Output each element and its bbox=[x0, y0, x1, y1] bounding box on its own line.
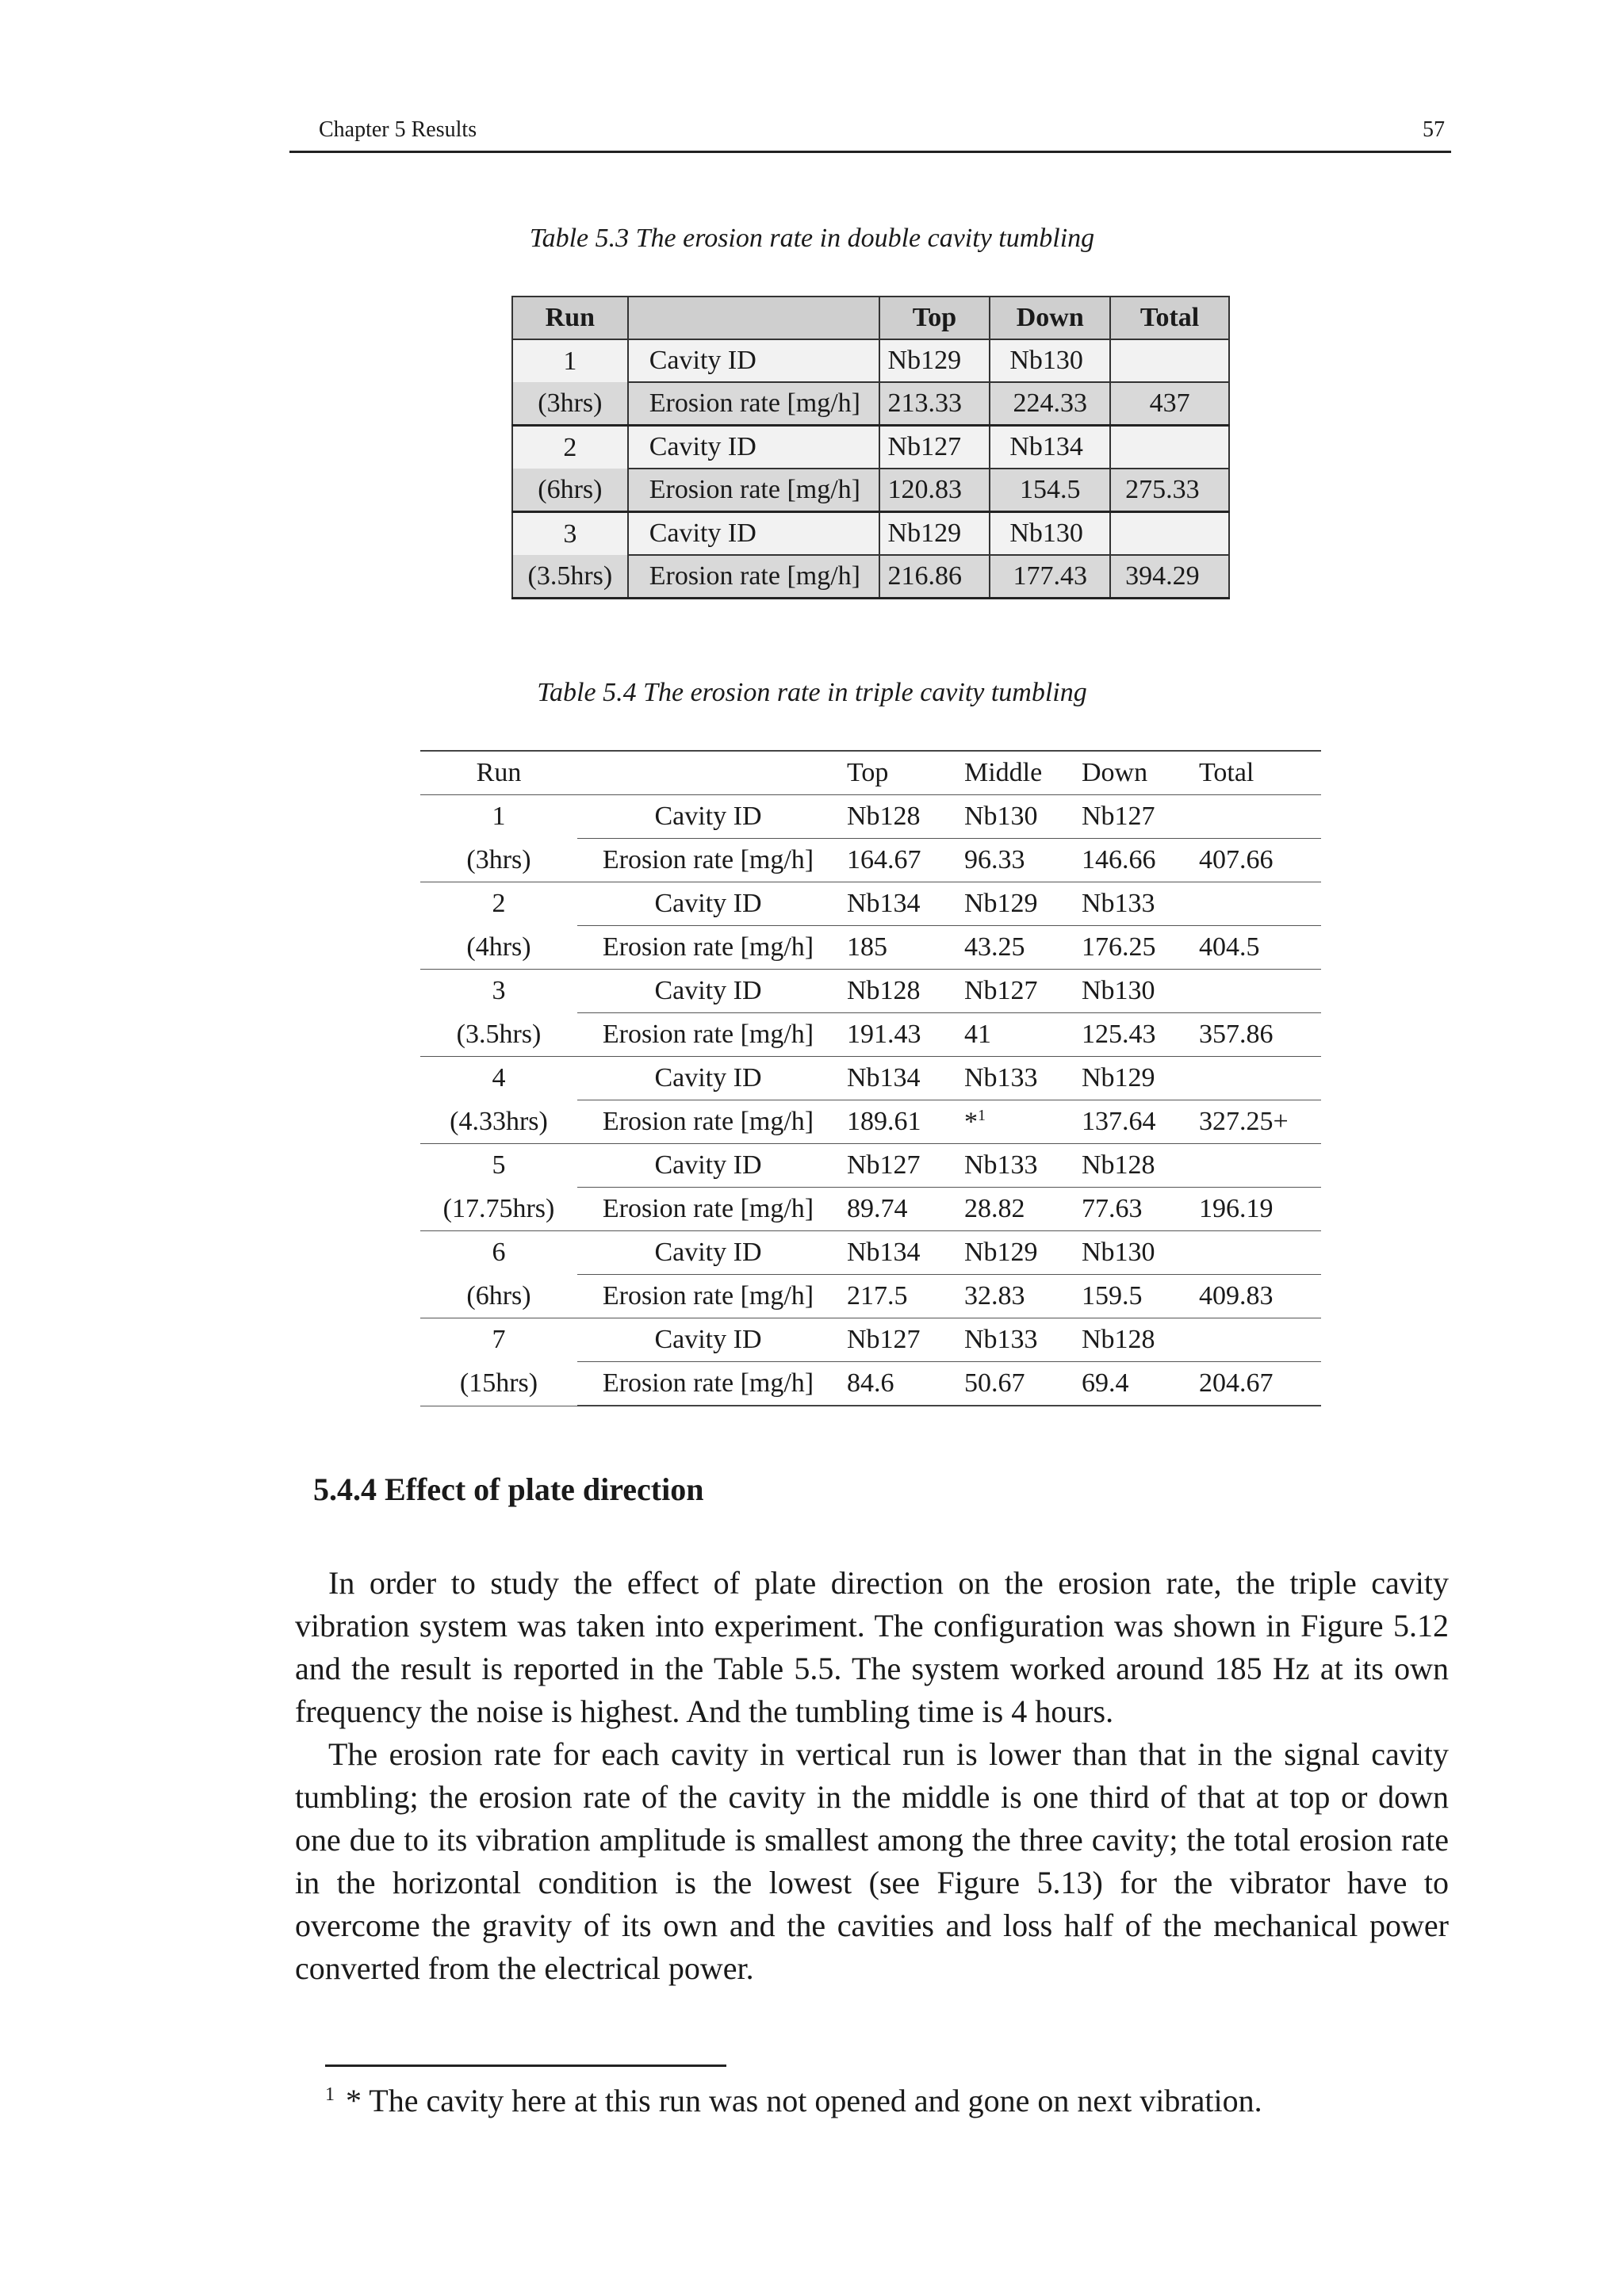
cell: Nb133 bbox=[956, 1144, 1074, 1188]
cell: 204.67 bbox=[1191, 1362, 1321, 1406]
cell: 32.83 bbox=[956, 1275, 1074, 1318]
header-cell: Total bbox=[1110, 297, 1229, 339]
cell: 407.66 bbox=[1191, 839, 1321, 882]
header-cell: Down bbox=[1074, 751, 1191, 795]
table-row bbox=[420, 1318, 1321, 1362]
run-number: 4 bbox=[492, 1063, 506, 1093]
table-row bbox=[420, 1275, 1321, 1318]
run-number: 3 bbox=[512, 512, 628, 556]
run-duration: (15hrs) bbox=[420, 1362, 577, 1406]
row-label: Erosion rate [mg/h] bbox=[577, 1013, 839, 1057]
cell: 437 bbox=[1110, 382, 1229, 426]
cell: Nb127 bbox=[839, 1318, 956, 1362]
cell: 185 bbox=[839, 926, 956, 970]
cell: Nb128 bbox=[1074, 1318, 1191, 1362]
cell: Nb128 bbox=[839, 795, 956, 839]
run-duration: (6hrs) bbox=[512, 469, 628, 512]
header-cell bbox=[577, 751, 839, 795]
cell: Nb129 bbox=[1074, 1057, 1191, 1100]
row-label: Cavity ID bbox=[628, 339, 879, 382]
cell: Nb129 bbox=[956, 1231, 1074, 1275]
cell: 213.33 bbox=[879, 382, 990, 426]
table-row bbox=[420, 1144, 1321, 1188]
run-duration: (3hrs) bbox=[512, 382, 628, 426]
table-5-3 bbox=[511, 296, 1230, 599]
row-label: Erosion rate [mg/h] bbox=[628, 555, 879, 599]
cell: Nb133 bbox=[1074, 882, 1191, 926]
cell: 120.83 bbox=[879, 469, 990, 512]
page-header bbox=[289, 111, 1451, 153]
cell: 217.5 bbox=[839, 1275, 956, 1318]
cell: 43.25 bbox=[956, 926, 1074, 970]
header-cell: Total bbox=[1191, 751, 1321, 795]
footnote bbox=[325, 2082, 1262, 2119]
run-number: 6 bbox=[492, 1238, 506, 1268]
cell: 164.67 bbox=[839, 839, 956, 882]
table-row bbox=[420, 882, 1321, 926]
table-row bbox=[512, 469, 1229, 512]
cell: Nb130 bbox=[990, 512, 1110, 556]
cell bbox=[1191, 1318, 1321, 1362]
table-5-4-caption: Table 5.4 The erosion rate in triple cavity tumbling bbox=[537, 678, 1087, 707]
table-5-3-header-row bbox=[512, 297, 1229, 339]
table-5-4-header-row bbox=[420, 751, 1321, 795]
paragraph: The erosion rate for each cavity in vertical run is lower than that in the signal cavity tumbling; the erosion rate of the cavity in the middle is one third of that at top or down one due to its vibration amplitude is smallest among the three cavity; the total erosion rate in the horizontal condition is the lowest (see Figure 5.13) for the vibrator have to overcome the gravity of its own and the cavities and loss half of the mechanical power converted from the electrical power. bbox=[295, 1736, 1449, 1986]
paragraph: In order to study the effect of plate direction on the erosion rate, the triple cavity vibration system was taken into experiment. The configuration was shown in Figure 5.12 and the result is reported in the Table 5.5. The system worked around 185 Hz at its own frequency the noise is highest. And the tumbling time is 4 hours. bbox=[295, 1565, 1449, 1729]
cell: Nb128 bbox=[1074, 1144, 1191, 1188]
table-row bbox=[512, 555, 1229, 599]
run-duration: (6hrs) bbox=[420, 1275, 577, 1318]
run-number: 5 bbox=[492, 1150, 506, 1181]
cell: 404.5 bbox=[1191, 926, 1321, 970]
table-row bbox=[420, 1231, 1321, 1275]
cell: 216.86 bbox=[879, 555, 990, 599]
cell: Nb134 bbox=[839, 1231, 956, 1275]
row-label: Erosion rate [mg/h] bbox=[577, 1188, 839, 1231]
cell bbox=[1191, 970, 1321, 1013]
table-row bbox=[512, 426, 1229, 469]
run-number: 1 bbox=[512, 339, 628, 382]
page-number: 57 bbox=[1423, 117, 1445, 142]
body-text bbox=[295, 1562, 1449, 1990]
cell: Nb128 bbox=[839, 970, 956, 1013]
cell bbox=[1191, 882, 1321, 926]
row-label: Cavity ID bbox=[577, 1231, 839, 1275]
cell: 177.43 bbox=[990, 555, 1110, 599]
header-cell: Middle bbox=[956, 751, 1074, 795]
table-row bbox=[420, 1188, 1321, 1231]
cell: 189.61 bbox=[839, 1100, 956, 1144]
cell: 409.83 bbox=[1191, 1275, 1321, 1318]
cell: Nb129 bbox=[879, 339, 990, 382]
cell: 176.25 bbox=[1074, 926, 1191, 970]
table-row bbox=[420, 1362, 1321, 1406]
cell: 159.5 bbox=[1074, 1275, 1191, 1318]
cell: Nb127 bbox=[879, 426, 990, 469]
row-label: Cavity ID bbox=[577, 795, 839, 839]
table-row bbox=[512, 382, 1229, 426]
cell bbox=[1110, 426, 1229, 469]
row-label: Cavity ID bbox=[577, 882, 839, 926]
row-label: Erosion rate [mg/h] bbox=[628, 469, 879, 512]
cell: 357.86 bbox=[1191, 1013, 1321, 1057]
cell: 224.33 bbox=[990, 382, 1110, 426]
table-row bbox=[420, 795, 1321, 839]
footnote-ref: 1 bbox=[978, 1106, 986, 1124]
run-number: 2 bbox=[492, 889, 506, 919]
row-label: Cavity ID bbox=[628, 512, 879, 556]
row-label: Erosion rate [mg/h] bbox=[577, 1275, 839, 1318]
row-label: Cavity ID bbox=[577, 1318, 839, 1362]
row-label: Erosion rate [mg/h] bbox=[628, 382, 879, 426]
cell bbox=[1191, 1144, 1321, 1188]
cell: 41 bbox=[956, 1013, 1074, 1057]
table-row bbox=[420, 1057, 1321, 1100]
run-duration: (3.5hrs) bbox=[512, 555, 628, 599]
cell: Nb134 bbox=[839, 882, 956, 926]
cell: Nb134 bbox=[990, 426, 1110, 469]
cell: 50.67 bbox=[956, 1362, 1074, 1406]
cell: 154.5 bbox=[990, 469, 1110, 512]
cell: 84.6 bbox=[839, 1362, 956, 1406]
cell bbox=[1191, 1231, 1321, 1275]
cell: 191.43 bbox=[839, 1013, 956, 1057]
chapter-title: Chapter 5 Results bbox=[319, 117, 477, 142]
row-label: Cavity ID bbox=[577, 1057, 839, 1100]
cell bbox=[1191, 1057, 1321, 1100]
cell: 89.74 bbox=[839, 1188, 956, 1231]
cell: Nb127 bbox=[956, 970, 1074, 1013]
cell: Nb130 bbox=[956, 795, 1074, 839]
cell: Nb130 bbox=[990, 339, 1110, 382]
run-number: 1 bbox=[492, 802, 506, 832]
table-row bbox=[420, 839, 1321, 882]
table-row bbox=[420, 970, 1321, 1013]
run-duration: (4hrs) bbox=[420, 926, 577, 970]
header-cell: Run bbox=[420, 751, 577, 795]
cell: 327.25+ bbox=[1191, 1100, 1321, 1144]
row-label: Erosion rate [mg/h] bbox=[577, 1100, 839, 1144]
section-heading: 5.4.4 Effect of plate direction bbox=[313, 1471, 704, 1507]
cell: 146.66 bbox=[1074, 839, 1191, 882]
run-number: 3 bbox=[492, 976, 506, 1006]
table-5-4 bbox=[420, 750, 1321, 1406]
footnote-text: * The cavity here at this run was not opened and gone on next vibration. bbox=[346, 2083, 1262, 2118]
asterisk: * bbox=[964, 1107, 978, 1137]
cell: 69.4 bbox=[1074, 1362, 1191, 1406]
cell bbox=[1110, 512, 1229, 556]
cell: 394.29 bbox=[1110, 555, 1229, 599]
cell: 77.63 bbox=[1074, 1188, 1191, 1231]
header-cell bbox=[628, 297, 879, 339]
cell: 137.64 bbox=[1074, 1100, 1191, 1144]
run-duration: (3.5hrs) bbox=[420, 1013, 577, 1057]
cell: 275.33 bbox=[1110, 469, 1229, 512]
run-number: 2 bbox=[512, 426, 628, 469]
cell: 28.82 bbox=[956, 1188, 1074, 1231]
cell: Nb133 bbox=[956, 1318, 1074, 1362]
cell: 96.33 bbox=[956, 839, 1074, 882]
row-label: Erosion rate [mg/h] bbox=[577, 839, 839, 882]
table-row bbox=[512, 339, 1229, 382]
cell: Nb134 bbox=[839, 1057, 956, 1100]
row-label: Erosion rate [mg/h] bbox=[577, 1362, 839, 1406]
header-cell: Run bbox=[512, 297, 628, 339]
cell: Nb133 bbox=[956, 1057, 1074, 1100]
cell bbox=[1191, 795, 1321, 839]
row-label: Cavity ID bbox=[577, 1144, 839, 1188]
cell bbox=[1110, 339, 1229, 382]
footnote-rule bbox=[325, 2064, 726, 2067]
run-duration: (3hrs) bbox=[420, 839, 577, 882]
table-row bbox=[420, 1013, 1321, 1057]
header-cell: Top bbox=[839, 751, 956, 795]
run-number: 7 bbox=[492, 1325, 506, 1355]
row-label: Cavity ID bbox=[577, 970, 839, 1013]
cell: Nb127 bbox=[839, 1144, 956, 1188]
row-label: Erosion rate [mg/h] bbox=[577, 926, 839, 970]
row-label: Cavity ID bbox=[628, 426, 879, 469]
footnote-mark: 1 bbox=[325, 2084, 335, 2105]
run-duration: (4.33hrs) bbox=[420, 1100, 577, 1144]
cell: Nb129 bbox=[879, 512, 990, 556]
cell: 196.19 bbox=[1191, 1188, 1321, 1231]
table-row bbox=[420, 1100, 1321, 1144]
cell bbox=[956, 1100, 1074, 1144]
table-row bbox=[512, 512, 1229, 556]
header-cell: Top bbox=[879, 297, 990, 339]
cell: Nb130 bbox=[1074, 1231, 1191, 1275]
table-row bbox=[420, 926, 1321, 970]
run-duration: (17.75hrs) bbox=[420, 1188, 577, 1231]
cell: Nb129 bbox=[956, 882, 1074, 926]
header-cell: Down bbox=[990, 297, 1110, 339]
cell: Nb127 bbox=[1074, 795, 1191, 839]
table-5-3-caption: Table 5.3 The erosion rate in double cavity tumbling bbox=[529, 224, 1095, 253]
cell: Nb130 bbox=[1074, 970, 1191, 1013]
cell: 125.43 bbox=[1074, 1013, 1191, 1057]
